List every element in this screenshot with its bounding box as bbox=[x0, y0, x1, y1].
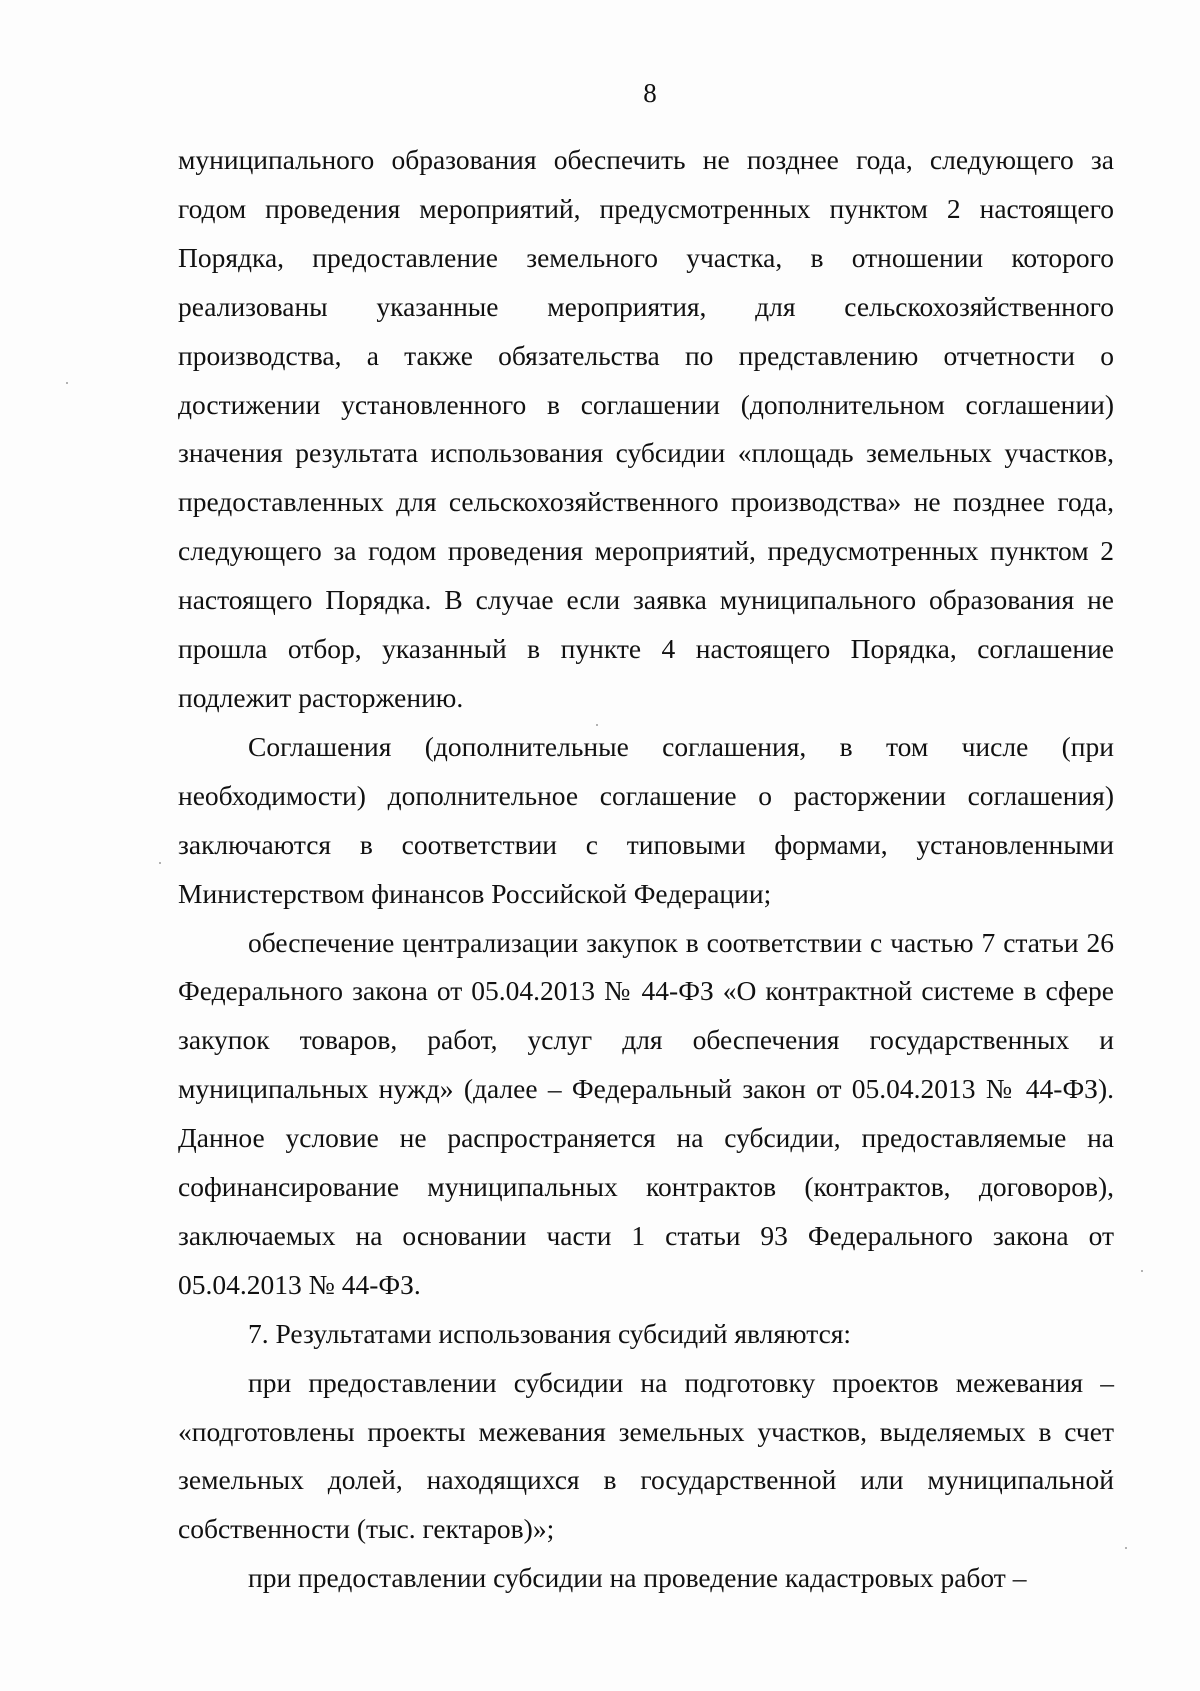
paragraph-cadastral-result: при предоставлении субсидии на проведение кадастровых работ – bbox=[248, 1562, 1027, 1594]
scan-speck bbox=[66, 382, 68, 384]
page-number: 8 bbox=[643, 78, 657, 108]
scan-speck bbox=[159, 862, 161, 864]
scan-speck bbox=[596, 724, 598, 726]
paragraph-subsidy-obligations: муниципального образования обеспечить не позднее года, следующего за годом проведения мероприятий, предусмотренных пунктом 2 настоящего Порядка, предоставление земельного участка, в отношении которого реализованы указанные мероприятия, для сельскохозяйственного производства, а также обязательства по представлению отчетности о достижении установленного в соглашении (дополнительном соглашении) значения результата использования субсидии «площадь земельных участков, предоставленных для сельскохозяйственного производства» не позднее года, следующего за годом проведения мероприятий, предусмотренных пунктом 2 настоящего Порядка. В случае если заявка муниципального образования не прошла отбор, указанный в пункте 4 настоящего Порядка, соглашение подлежит расторжению. bbox=[178, 144, 1114, 713]
scan-speck bbox=[1125, 1547, 1127, 1549]
paragraph-results-heading: 7. Результатами использования субсидий являются: bbox=[248, 1317, 852, 1349]
paragraph-land-survey-result: при предоставлении субсидии на подготовку проектов межевания – «подготовлены проекты межевания земельных участков, выделяемых в счет земельных долей, находящихся в государственной или муниципальной собственности (тыс. гектаров)»; bbox=[178, 1366, 1114, 1545]
paragraph-agreements: Соглашения (дополнительные соглашения, в том числе (при необходимости) дополнительное соглашение о расторжении соглашения) заключаются в соответствии с типовыми формами, установленными Министерством финансов Российской Федерации; bbox=[178, 730, 1114, 909]
document-body bbox=[178, 136, 1114, 1603]
scan-speck bbox=[1141, 1270, 1143, 1272]
paragraph-procurement-centralization: обеспечение централизации закупок в соответствии с частью 7 статьи 26 Федерального закона от 05.04.2013 № 44-ФЗ «О контрактной системе в сфере закупок товаров, работ, услуг для обеспечения государственных и муниципальных нужд» (далее – Федеральный закон от 05.04.2013 № 44-ФЗ). Данное условие не распространяется на субсидии, предоставляемые на софинансирование муниципальных контрактов (контрактов, договоров), заключаемых на основании части 1 статьи 93 Федерального закона от 05.04.2013 № 44-ФЗ. bbox=[178, 926, 1114, 1300]
